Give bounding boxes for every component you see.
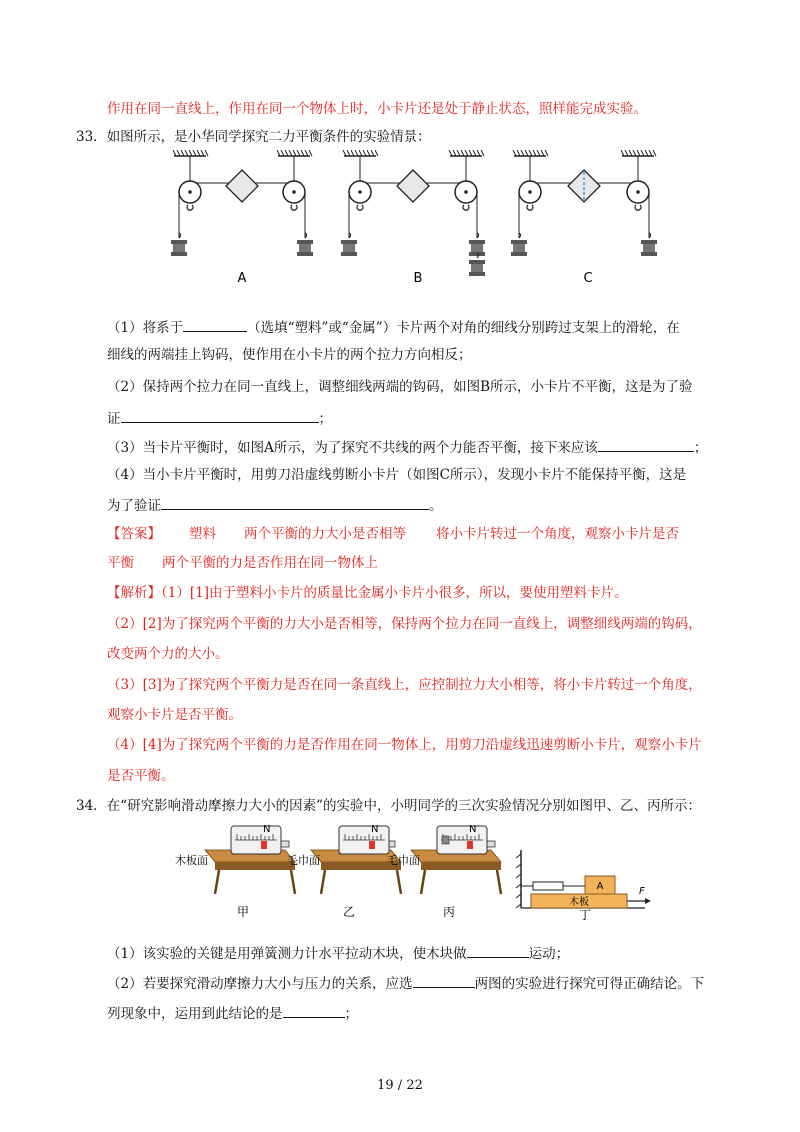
page-sep: / — [397, 1078, 403, 1093]
board-label: 木板 — [569, 897, 589, 908]
scale-letter-bing: N — [469, 824, 477, 835]
q33-analysis-line4: （3）[3]为了探究两个平衡力是否在同一条直线上，应控制拉力大小相等，将小卡片转过一个角度， — [107, 677, 702, 693]
answer-1: 塑料 — [189, 526, 216, 542]
q33-p2-text-b: 证 — [107, 411, 121, 427]
q34-part2-line1 — [107, 972, 704, 994]
fig-label-a: A — [237, 271, 247, 286]
q33-stem: 如图所示，是小华同学探究二力平衡条件的实验情景： — [106, 129, 431, 145]
q33-p4-text-b: 为了验证 — [107, 498, 161, 514]
q33-stem-line — [76, 127, 431, 147]
q34-p2-text-d: ； — [344, 1006, 358, 1022]
q33-analysis-line6: （4）[4]为了探究两个平衡的力是否作用在同一物体上，用剪刀沿虚线迅速剪断小卡片，观察小卡片 — [107, 737, 702, 753]
fig-b-apparatus — [341, 150, 485, 276]
q33-number: 33． — [76, 129, 107, 145]
scale-letter-yi: N — [371, 824, 379, 835]
surface-label-jia: 木板面 — [175, 854, 208, 867]
q33-p3-text-a: （3）当卡片平衡时，如图A所示，为了探究不共线的两个力能否平衡，接下来应该 — [107, 440, 598, 456]
q33-analysis-line2: （2）[2]为了探究两个平衡的力大小是否相等，保持两个拉力在同一直线上，调整细线两端的钩码， — [107, 616, 702, 632]
answer-3b: 平衡 — [107, 555, 134, 571]
fig-label-bing: 丙 — [443, 905, 456, 919]
q33-analysis-line7: 是否平衡。 — [107, 768, 175, 784]
q34-part1-line — [107, 942, 569, 964]
q33-blank-1[interactable] — [183, 316, 247, 332]
q34-number: 34． — [76, 798, 107, 814]
q33-blank-3[interactable] — [598, 436, 694, 452]
answer-tag: 【答案】 — [107, 526, 161, 542]
q34-p1-text-a: （1）该实验的关键是用弹簧测力计水平拉动木块，使木块做 — [107, 946, 467, 962]
fig-yi — [287, 824, 401, 919]
scale-letter-jia: N — [263, 824, 271, 835]
q33-answer-line1 — [107, 524, 679, 544]
q33-answer-line2 — [107, 553, 378, 573]
fig-label-yi: 乙 — [343, 905, 356, 919]
surface-label-bing: 毛巾面 — [387, 854, 420, 867]
fig-bing — [387, 824, 501, 919]
force-label: F — [639, 886, 645, 897]
q33-blank-4[interactable] — [161, 494, 429, 510]
q33-blank-2[interactable] — [121, 407, 319, 423]
q33-analysis-line5: 观察小卡片是否平衡。 — [107, 707, 242, 723]
q34-p2-text-b: 两图的实验进行探究可得正确结论。下 — [474, 976, 705, 992]
q33-part4-line1: （4）当小卡片平衡时，用剪刀沿虚线剪断小卡片（如图C所示），发现小卡片不能保持平衡，这是 — [107, 467, 687, 483]
block-label: A — [596, 881, 604, 892]
q33-part3-line — [107, 436, 707, 458]
page-number — [0, 1078, 800, 1093]
q33-part4-line2 — [107, 494, 443, 516]
q33-figure — [160, 150, 680, 292]
q33-p2-text-c: ； — [318, 411, 332, 427]
analysis-1: （1）[1]由于塑料小卡片的质量比金属小卡片小很多，所以，要使用塑料卡片。 — [161, 585, 628, 601]
q34-blank-1[interactable] — [467, 942, 529, 958]
page-current: 19 — [377, 1078, 394, 1093]
page-total: 22 — [406, 1078, 423, 1093]
q34-blank-3[interactable] — [283, 1002, 345, 1018]
intro-line: 作用在同一直线上，作用在同一个物体上时，小卡片还是处于静止状态，照样能完成实验。 — [107, 101, 647, 117]
fig-jia — [175, 824, 295, 919]
fig-label-c: C — [583, 271, 593, 286]
q34-p2-text-c: 列现象中，运用到此结论的是 — [107, 1006, 283, 1022]
fig-label-jia: 甲 — [237, 905, 250, 919]
q33-analysis-line1 — [107, 583, 627, 603]
q34-p1-text-b: 运动； — [528, 946, 570, 962]
fig-label-b: B — [413, 271, 423, 286]
surface-label-yi: 毛巾面 — [287, 854, 320, 867]
fig-c-apparatus — [511, 150, 657, 256]
analysis-tag: 【解析】 — [107, 585, 161, 601]
answer-4: 两个平衡的力是否作用在同一物体上 — [162, 555, 378, 571]
q33-p3-text-b: ； — [693, 440, 708, 456]
q34-p2-text-a: （2）若要探究滑动摩擦力大小与压力的关系，应选 — [107, 976, 413, 992]
q33-p1-text-a: （1）将系于 — [107, 320, 184, 336]
q34-stem-line — [76, 796, 701, 816]
fig-a-apparatus — [171, 150, 313, 256]
q34-blank-2[interactable] — [413, 972, 475, 988]
q33-part1-line1 — [107, 316, 680, 338]
q34-part2-line2 — [107, 1002, 358, 1024]
q34-figure — [175, 820, 655, 920]
q33-part1-line2: 细线的两端挂上钩码，使作用在小卡片的两个拉力方向相反； — [107, 347, 472, 363]
q33-part2-line1: （2）保持两个拉力在同一直线上，调整细线两端的钩码，如图B所示，小卡片不平衡，这是为了验 — [107, 379, 693, 395]
fig-label-ding: 丁 — [579, 908, 592, 920]
q34-stem: 在“研究影响滑动摩擦力大小的因素”的实验中，小明同学的三次实验情况分别如图甲、乙、丙所示： — [106, 798, 701, 814]
q33-p1-text-b: （选填“塑料”或“金属”）卡片两个对角的细线分别跨过支架上的滑轮，在 — [247, 320, 680, 336]
fig-ding — [516, 850, 651, 920]
q33-analysis-line3: 改变两个力的大小。 — [107, 646, 229, 662]
answer-2: 两个平衡的力大小是否相等 — [244, 526, 406, 542]
q33-p4-text-c: 。 — [429, 498, 443, 514]
answer-3: 将小卡片转过一个角度，观察小卡片是否 — [436, 526, 679, 542]
q33-part2-line2 — [107, 407, 332, 429]
